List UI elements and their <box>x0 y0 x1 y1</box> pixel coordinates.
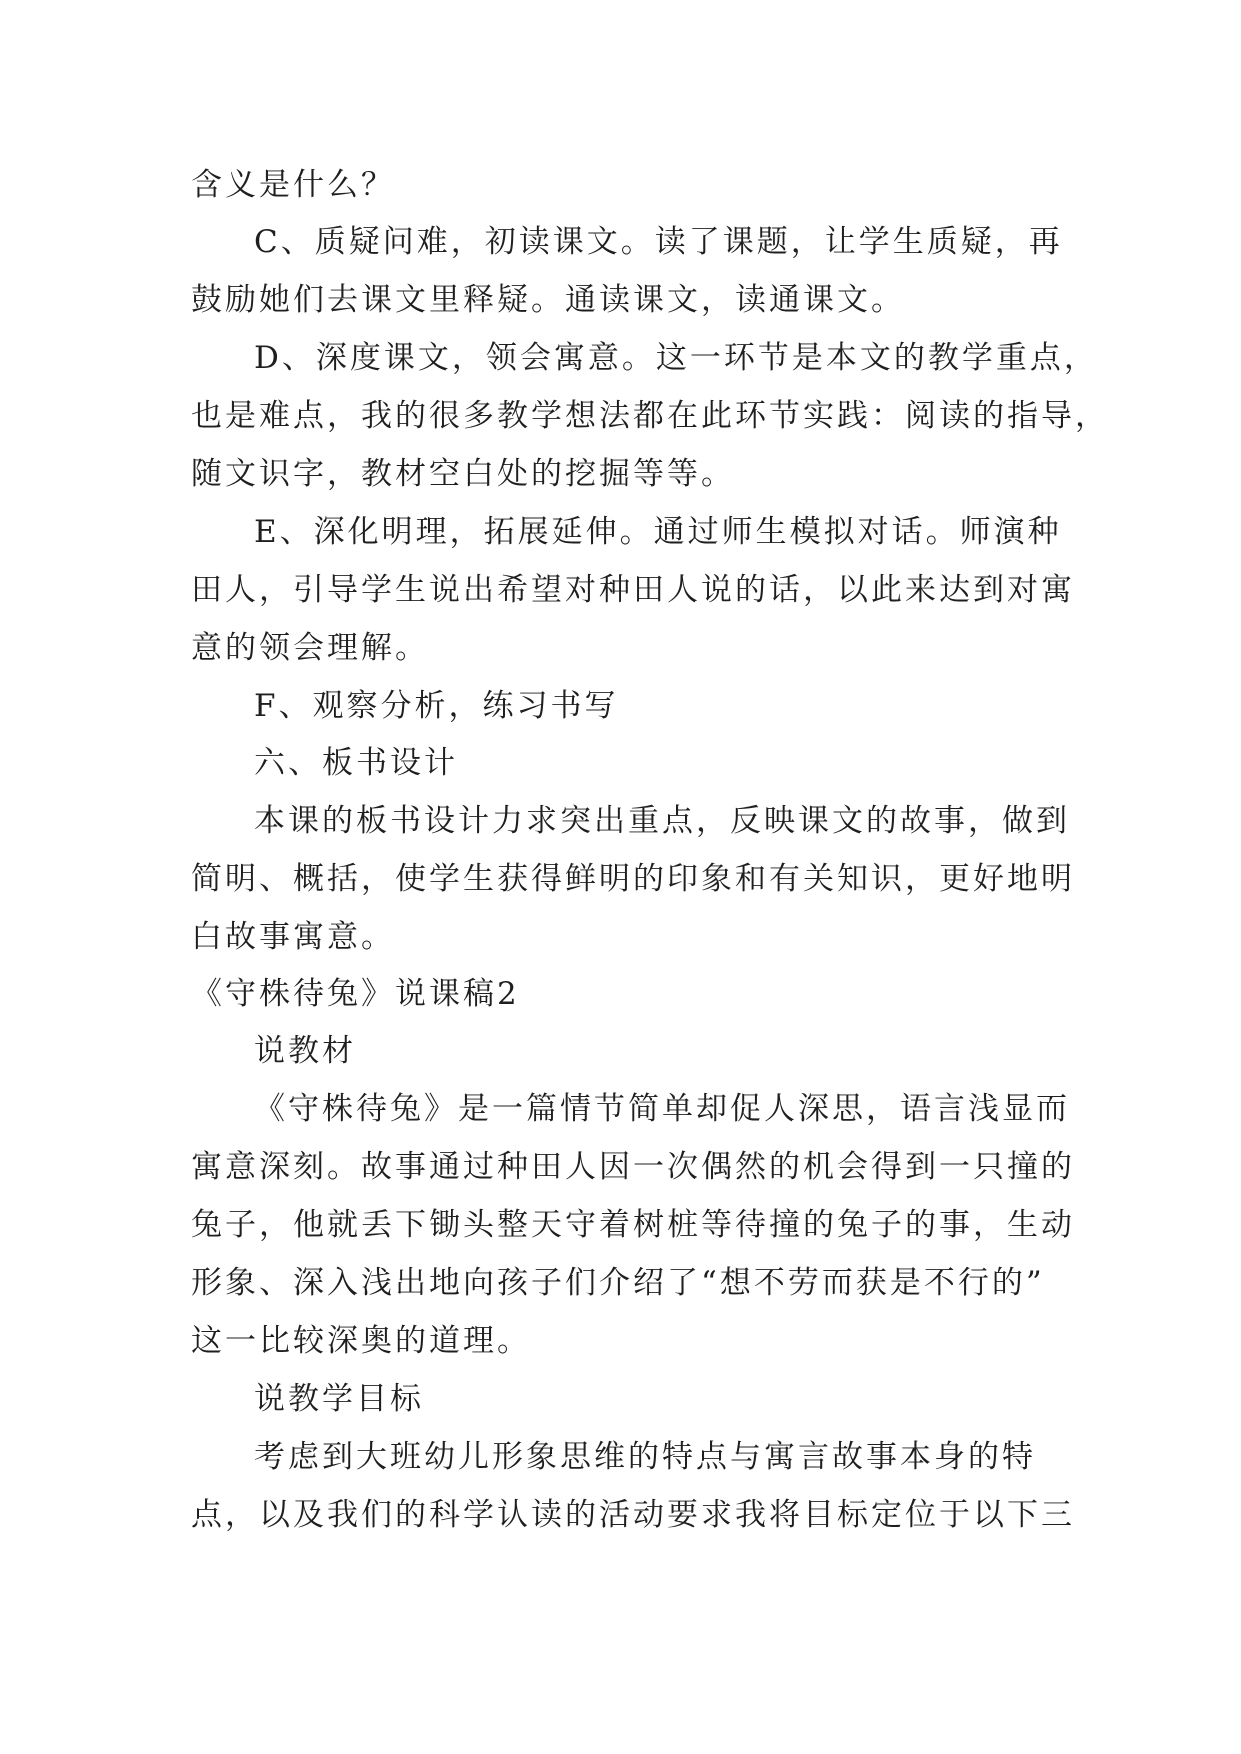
text-line: 兔子，他就丢下锄头整天守着树桩等待撞的兔子的事，生动 <box>191 1207 1075 1243</box>
text-line: 随文识字，教材空白处的挖掘等等。 <box>191 456 735 492</box>
section-heading: 说教材 <box>254 1033 356 1069</box>
text-line: 形象、深入浅出地向孩子们介绍了“想不劳而获是不行的” <box>191 1265 1045 1301</box>
section-heading: 说教学目标 <box>254 1381 424 1417</box>
text-line: 鼓励她们去课文里释疑。通读课文，读通课文。 <box>191 282 905 318</box>
text-line: C、质疑问难，初读课文。读了课题，让学生质疑，再 <box>254 224 1063 260</box>
text-line: 田人，引导学生说出希望对种田人说的话，以此来达到对寓 <box>191 572 1075 608</box>
text-line: 点，以及我们的科学认读的活动要求我将目标定位于以下三 <box>191 1497 1075 1533</box>
text-line: D、深度课文，领会寓意。这一环节是本文的教学重点， <box>254 340 1098 376</box>
text-line: 寓意深刻。故事通过种田人因一次偶然的机会得到一只撞的 <box>191 1149 1075 1185</box>
text-line: 《守株待兔》是一篇情节简单却促人深思，语言浅显而 <box>254 1091 1070 1127</box>
text-line: 白故事寓意。 <box>191 919 395 955</box>
text-line: 也是难点，我的很多教学想法都在此环节实践：阅读的指导， <box>191 398 1109 434</box>
document-title: 《守株待兔》说课稿2 <box>191 976 520 1012</box>
text-line: 含义是什么？ <box>191 167 395 203</box>
text-line: 考虑到大班幼儿形象思维的特点与寓言故事本身的特 <box>254 1439 1036 1475</box>
text-line: E、深化明理，拓展延伸。通过师生模拟对话。师演种 <box>254 514 1062 550</box>
section-heading: 六、板书设计 <box>254 745 458 781</box>
text-line: F、观察分析，练习书写 <box>254 688 619 724</box>
text-line: 意的领会理解。 <box>191 630 429 666</box>
text-line: 这一比较深奥的道理。 <box>191 1323 531 1359</box>
text-line: 简明、概括，使学生获得鲜明的印象和有关知识，更好地明 <box>191 861 1075 897</box>
text-line: 本课的板书设计力求突出重点，反映课文的故事，做到 <box>254 803 1070 839</box>
